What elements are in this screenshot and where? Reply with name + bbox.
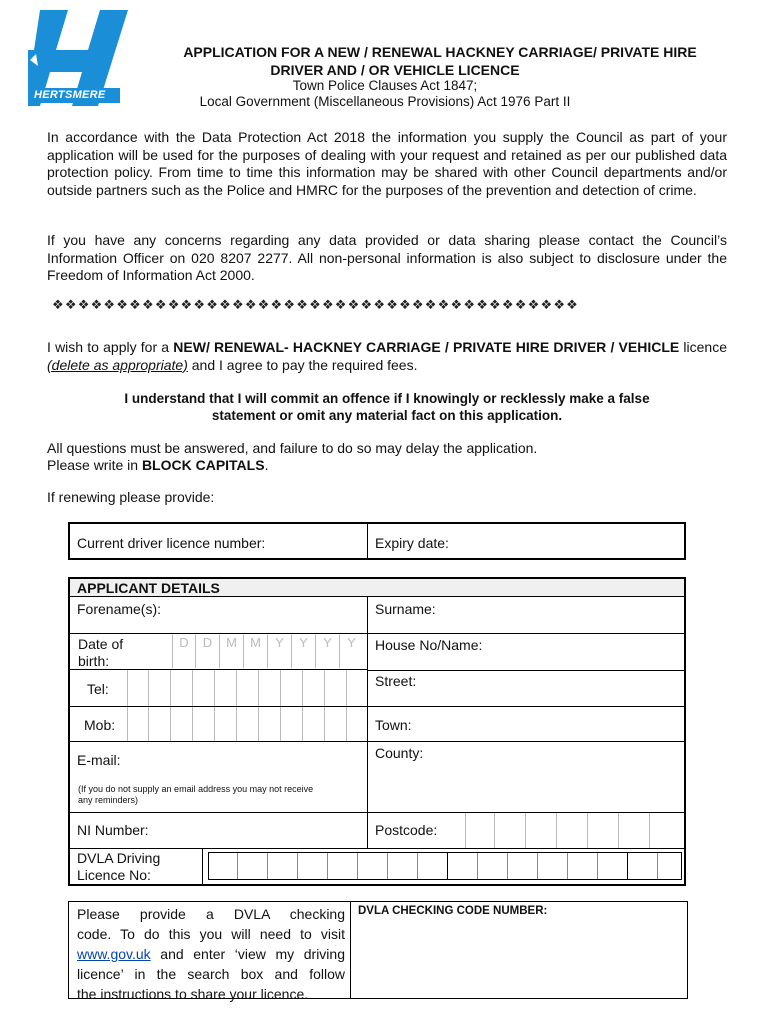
mob-label: Mob: [84, 717, 116, 733]
gov-uk-link[interactable]: www.gov.uk [77, 946, 151, 962]
org-name: HERTSMERE [30, 88, 120, 103]
county-label: County: [375, 745, 424, 761]
mob-input-grid[interactable] [127, 707, 367, 741]
surname-label: Surname: [375, 601, 436, 617]
block-capitals-note: Please write in BLOCK CAPITALS. [47, 457, 269, 473]
current-licence-number-label: Current driver licence number: [77, 535, 266, 551]
town-field[interactable] [370, 708, 682, 740]
legislation-line-2: Local Government (Miscellaneous Provisions) Act 1976 Part II [199, 94, 571, 109]
email-note: (If you do not supply an email address you may not receive any reminders) [78, 784, 314, 805]
town-label: Town: [375, 717, 412, 733]
expiry-date-field[interactable] [372, 526, 682, 556]
diamond-divider: ❖❖❖❖❖❖❖❖❖❖❖❖❖❖❖❖❖❖❖❖❖❖❖❖❖❖❖❖❖❖❖❖❖❖❖❖❖❖❖❖❖ [52, 297, 580, 312]
expiry-date-label: Expiry date: [375, 535, 449, 551]
email-label: E-mail: [77, 752, 121, 768]
dvla-licence-label: DVLA Driving Licence No: [77, 850, 161, 883]
email-field[interactable] [72, 743, 364, 777]
surname-field[interactable] [370, 598, 682, 632]
dvla-check-code-field[interactable] [352, 920, 686, 998]
renewing-note: If renewing please provide: [47, 489, 215, 505]
tel-label: Tel: [87, 681, 109, 697]
legislation-line-1: Town Police Clauses Act 1847; [292, 78, 478, 93]
data-protection-paragraph: In accordance with the Data Protection Act 2018 the information you supply the Council as part of your application will be used for the purposes of dealing with your request and retained as per our published data protection policy. From time to time this information may be shared with other Council departments and/or outside partners such as the Police and HMRC for the purposes of the prevention and detection of crime. [47, 129, 727, 198]
street-field[interactable] [370, 671, 682, 705]
dvla-check-instructions: Please provide a DVLA checking code. To do this you will need to visit www.gov.uk and enter ‘view my driving licence’ in the search box and follow the instructions to share your licence. [77, 906, 345, 1002]
ni-number-label: NI Number: [77, 822, 149, 838]
postcode-label: Postcode: [375, 822, 438, 838]
all-questions-note: All questions must be answered, and failure to do so may delay the application. [47, 440, 538, 456]
current-licence-number-field[interactable] [72, 526, 362, 556]
dob-label: Date of birth: [78, 636, 124, 669]
form-title-line-1: APPLICATION FOR A NEW / RENEWAL HACKNEY CARRIAGE/ PRIVATE HIRE [183, 44, 697, 60]
forename-label: Forename(s): [77, 601, 162, 617]
forename-field[interactable] [72, 598, 364, 632]
postcode-input-grid[interactable] [465, 813, 684, 848]
offence-warning-line-1: I understand that I will commit an offence if I knowingly or recklessly make a false [124, 391, 650, 406]
wish-to-apply-statement: I wish to apply for a NEW/ RENEWAL- HACKNEY CARRIAGE / PRIVATE HIRE DRIVER / VEHICLE licence (delete as appropriate) and I agree to pay the required fees. [47, 339, 727, 373]
county-field[interactable] [370, 743, 682, 811]
ni-number-field[interactable] [72, 814, 364, 847]
dvla-check-code-label: DVLA CHECKING CODE NUMBER: [358, 905, 548, 917]
tel-input-grid[interactable] [127, 670, 367, 706]
form-title-line-2: DRIVER AND / OR VEHICLE LICENCE [270, 62, 520, 78]
offence-warning-line-2: statement or omit any material fact on this application. [211, 408, 563, 423]
house-label: House No/Name: [375, 637, 483, 653]
street-label: Street: [375, 673, 417, 689]
dob-input-grid[interactable]: D D M M Y Y Y Y [172, 635, 367, 668]
applicant-details-heading: APPLICANT DETAILS [77, 580, 220, 596]
concerns-paragraph: If you have any concerns regarding any data provided or data sharing please contact the Council’s Information Officer on 020 8207 2277. All non-personal information is also subject to disclosure under the Freedom of Information Act 2000. [47, 232, 727, 283]
house-field[interactable] [370, 635, 682, 668]
